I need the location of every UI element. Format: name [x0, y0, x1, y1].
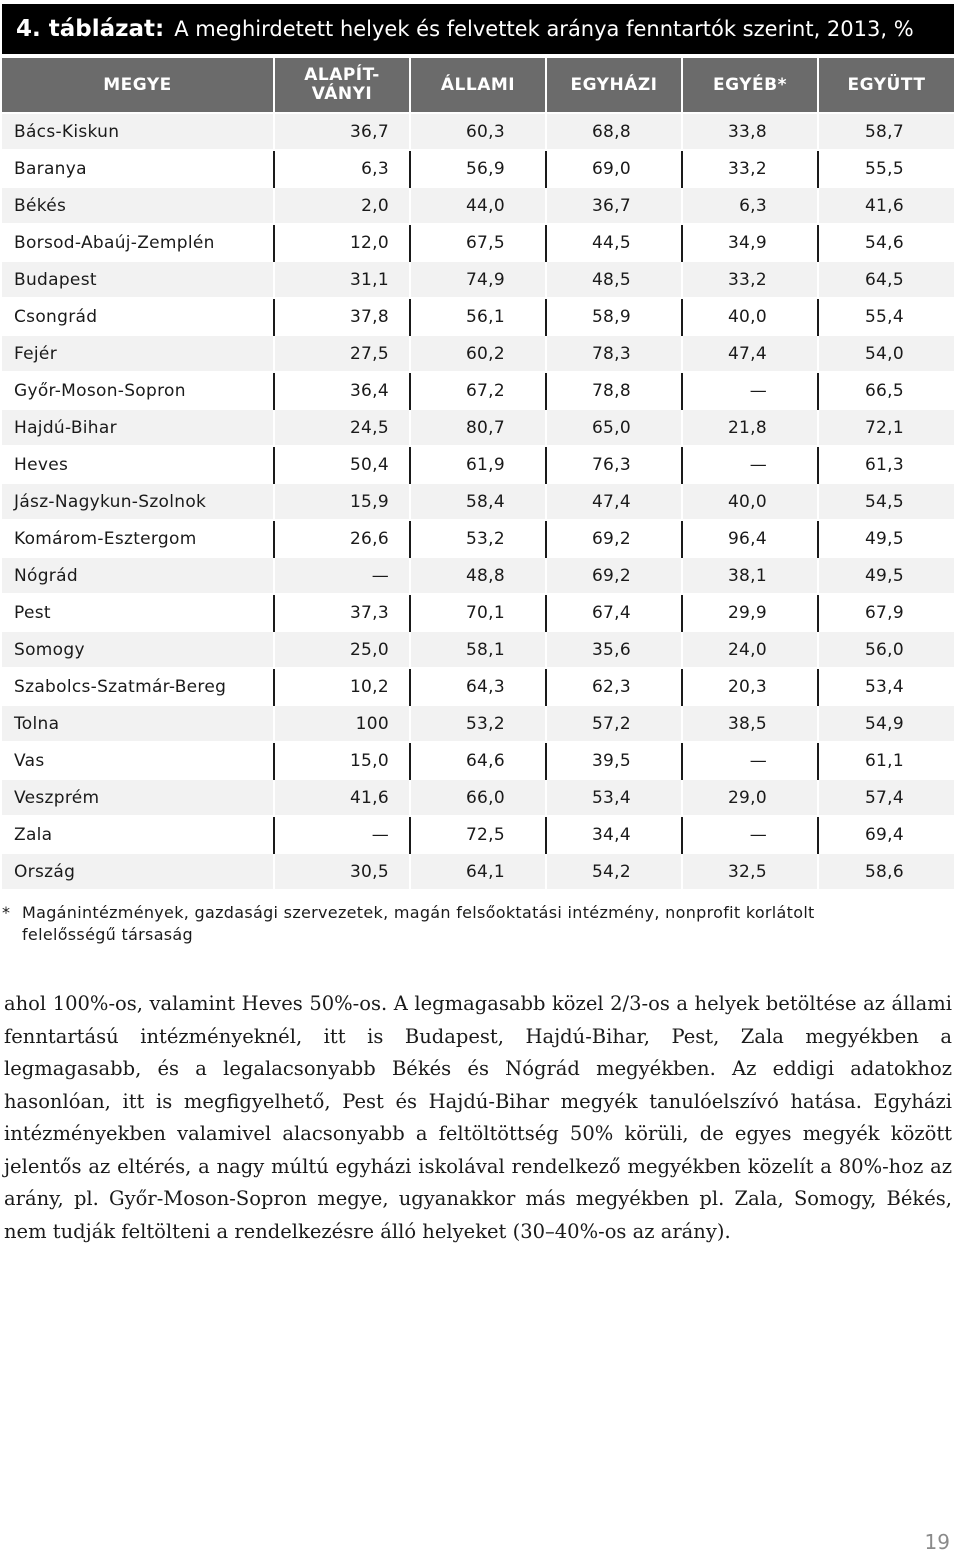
cell-alapitvanyi: 15,0	[274, 742, 410, 779]
cell-allami: 64,3	[410, 668, 546, 705]
cell-egyeb: 29,0	[682, 779, 818, 816]
cell-megye: Csongrád	[2, 298, 274, 335]
cell-alapitvanyi: 37,8	[274, 298, 410, 335]
cell-allami: 70,1	[410, 594, 546, 631]
cell-egyeb: —	[682, 816, 818, 853]
cell-alapitvanyi: 15,9	[274, 483, 410, 520]
cell-alapitvanyi: 36,7	[274, 113, 410, 150]
cell-egyeb: —	[682, 446, 818, 483]
table-row	[2, 261, 954, 298]
cell-egyhazi: 53,4	[546, 779, 682, 816]
cell-egyeb: 33,8	[682, 113, 818, 150]
cell-egyhazi: 67,4	[546, 594, 682, 631]
cell-egyeb: 40,0	[682, 483, 818, 520]
cell-egyhazi: 69,2	[546, 520, 682, 557]
table-row	[2, 520, 954, 557]
table-row	[2, 298, 954, 335]
cell-allami: 67,2	[410, 372, 546, 409]
cell-egyutt: 57,4	[818, 779, 954, 816]
cell-egyutt: 54,0	[818, 335, 954, 372]
cell-allami: 44,0	[410, 187, 546, 224]
cell-egyhazi: 76,3	[546, 446, 682, 483]
cell-egyeb: 32,5	[682, 853, 818, 889]
cell-egyutt: 58,6	[818, 853, 954, 889]
cell-allami: 56,1	[410, 298, 546, 335]
footnote	[2, 902, 902, 946]
cell-megye: Bács-Kiskun	[2, 113, 274, 150]
cell-egyeb: 34,9	[682, 224, 818, 261]
cell-egyutt: 64,5	[818, 261, 954, 298]
cell-megye: Nógrád	[2, 557, 274, 594]
page-number: 19	[924, 1530, 950, 1554]
cell-egyhazi: 78,8	[546, 372, 682, 409]
table-title: A meghirdetett helyek és felvettek aránya fenntartók szerint, 2013, %	[174, 17, 914, 41]
cell-egyhazi: 69,2	[546, 557, 682, 594]
table-row	[2, 335, 954, 372]
cell-alapitvanyi: 6,3	[274, 150, 410, 187]
cell-megye: Pest	[2, 594, 274, 631]
cell-egyutt: 69,4	[818, 816, 954, 853]
table-title-bar	[2, 4, 954, 54]
header-egyeb: EGYÉB*	[682, 58, 818, 113]
cell-allami: 80,7	[410, 409, 546, 446]
cell-megye: Tolna	[2, 705, 274, 742]
cell-alapitvanyi: 50,4	[274, 446, 410, 483]
cell-allami: 64,1	[410, 853, 546, 889]
cell-egyutt: 72,1	[818, 409, 954, 446]
cell-egyeb: 29,9	[682, 594, 818, 631]
cell-egyhazi: 48,5	[546, 261, 682, 298]
cell-egyhazi: 58,9	[546, 298, 682, 335]
cell-megye: Budapest	[2, 261, 274, 298]
cell-allami: 48,8	[410, 557, 546, 594]
cell-egyutt: 49,5	[818, 557, 954, 594]
table-row	[2, 483, 954, 520]
table-row	[2, 372, 954, 409]
cell-allami: 60,2	[410, 335, 546, 372]
cell-alapitvanyi: 10,2	[274, 668, 410, 705]
cell-alapitvanyi: 37,3	[274, 594, 410, 631]
cell-egyutt: 55,4	[818, 298, 954, 335]
cell-megye: Ország	[2, 853, 274, 889]
cell-allami: 58,1	[410, 631, 546, 668]
cell-egyhazi: 78,3	[546, 335, 682, 372]
header-alapitvanyi-line2: VÁNYI	[311, 84, 373, 104]
cell-egyutt: 61,1	[818, 742, 954, 779]
header-alapitvanyi	[274, 58, 410, 113]
cell-egyutt: 54,9	[818, 705, 954, 742]
cell-egyhazi: 68,8	[546, 113, 682, 150]
cell-egyeb: 6,3	[682, 187, 818, 224]
cell-megye: Békés	[2, 187, 274, 224]
cell-megye: Komárom-Esztergom	[2, 520, 274, 557]
cell-allami: 56,9	[410, 150, 546, 187]
cell-megye: Zala	[2, 816, 274, 853]
cell-egyhazi: 69,0	[546, 150, 682, 187]
cell-egyeb: 33,2	[682, 150, 818, 187]
cell-egyutt: 54,6	[818, 224, 954, 261]
cell-megye: Fejér	[2, 335, 274, 372]
table-body	[2, 113, 954, 889]
cell-megye: Hajdú-Bihar	[2, 409, 274, 446]
header-allami: ÁLLAMI	[410, 58, 546, 113]
table-row	[2, 594, 954, 631]
cell-alapitvanyi: 25,0	[274, 631, 410, 668]
cell-alapitvanyi: 12,0	[274, 224, 410, 261]
cell-egyhazi: 44,5	[546, 224, 682, 261]
table-row	[2, 150, 954, 187]
table-row	[2, 705, 954, 742]
cell-alapitvanyi: 26,6	[274, 520, 410, 557]
header-megye: MEGYE	[2, 58, 274, 113]
cell-egyeb: 21,8	[682, 409, 818, 446]
cell-egyhazi: 57,2	[546, 705, 682, 742]
footnote-mark: *	[2, 903, 11, 922]
cell-megye: Baranya	[2, 150, 274, 187]
cell-alapitvanyi: 31,1	[274, 261, 410, 298]
table-row	[2, 742, 954, 779]
cell-megye: Győr-Moson-Sopron	[2, 372, 274, 409]
cell-egyutt: 41,6	[818, 187, 954, 224]
cell-egyeb: 38,1	[682, 557, 818, 594]
cell-egyutt: 55,5	[818, 150, 954, 187]
cell-allami: 61,9	[410, 446, 546, 483]
cell-egyhazi: 62,3	[546, 668, 682, 705]
cell-egyhazi: 39,5	[546, 742, 682, 779]
cell-egyutt: 66,5	[818, 372, 954, 409]
cell-megye: Vas	[2, 742, 274, 779]
cell-allami: 60,3	[410, 113, 546, 150]
cell-alapitvanyi: —	[274, 557, 410, 594]
cell-allami: 72,5	[410, 816, 546, 853]
cell-megye: Somogy	[2, 631, 274, 668]
table-row	[2, 631, 954, 668]
cell-alapitvanyi: 36,4	[274, 372, 410, 409]
cell-egyutt: 61,3	[818, 446, 954, 483]
header-row	[2, 58, 954, 113]
cell-egyhazi: 35,6	[546, 631, 682, 668]
cell-egyhazi: 47,4	[546, 483, 682, 520]
cell-megye: Szabolcs-Szatmár-Bereg	[2, 668, 274, 705]
cell-egyeb: 47,4	[682, 335, 818, 372]
table-row	[2, 224, 954, 261]
cell-allami: 53,2	[410, 520, 546, 557]
table-row	[2, 557, 954, 594]
table-row	[2, 446, 954, 483]
cell-egyeb: 40,0	[682, 298, 818, 335]
cell-megye: Jász-Nagykun-Szolnok	[2, 483, 274, 520]
cell-allami: 64,6	[410, 742, 546, 779]
cell-egyhazi: 36,7	[546, 187, 682, 224]
cell-megye: Heves	[2, 446, 274, 483]
cell-egyeb: 20,3	[682, 668, 818, 705]
cell-alapitvanyi: 27,5	[274, 335, 410, 372]
cell-allami: 66,0	[410, 779, 546, 816]
header-alapitvanyi-line1: ALAPÍT-	[304, 65, 380, 85]
cell-alapitvanyi: 100	[274, 705, 410, 742]
cell-egyeb: 38,5	[682, 705, 818, 742]
table-row	[2, 816, 954, 853]
cell-allami: 58,4	[410, 483, 546, 520]
table-row	[2, 409, 954, 446]
cell-egyutt: 56,0	[818, 631, 954, 668]
cell-egyhazi: 54,2	[546, 853, 682, 889]
header-egyhazi: EGYHÁZI	[546, 58, 682, 113]
cell-egyeb: 96,4	[682, 520, 818, 557]
cell-egyutt: 67,9	[818, 594, 954, 631]
cell-allami: 53,2	[410, 705, 546, 742]
table-row	[2, 187, 954, 224]
cell-egyeb: —	[682, 372, 818, 409]
cell-alapitvanyi: 30,5	[274, 853, 410, 889]
header-egyutt: EGYÜTT	[818, 58, 954, 113]
cell-allami: 74,9	[410, 261, 546, 298]
cell-alapitvanyi: 2,0	[274, 187, 410, 224]
table-row	[2, 779, 954, 816]
cell-egyutt: 58,7	[818, 113, 954, 150]
table-row	[2, 668, 954, 705]
data-table	[2, 58, 954, 889]
table-row	[2, 113, 954, 150]
cell-egyutt: 53,4	[818, 668, 954, 705]
body-paragraph: ahol 100%-os, valamint Heves 50%-os. A legmagasabb közel 2/3-os a helyek betöltése az állami fenntartású intézményeknél, itt is Budapest, Hajdú-Bihar, Pest, Zala megyékben a legmagasabb, és a legalacsonyabb Békés és Nógrád megyékben. Az eddigi adatokhoz hasonlóan, itt is megfigyelhető, Pest és Hajdú-Bihar megyék tanulóelszívó hatása. Egyházi intézményekben valamivel alacsonyabb a feltöltöttség 50% körüli, de egyes megyék között jelentős az eltérés, a nagy múltú egyházi iskolával rendelkező megyékben közelít a 80%-hoz az arány, pl. Győr-Moson-Sopron megye, ugyanakkor más megyékben pl. Zala, Somogy, Békés, nem tudják feltölteni a rendelkezésre álló helyeket (30–40%-os az arány).	[4, 992, 952, 1243]
cell-alapitvanyi: 24,5	[274, 409, 410, 446]
cell-egyhazi: 34,4	[546, 816, 682, 853]
cell-alapitvanyi: —	[274, 816, 410, 853]
cell-alapitvanyi: 41,6	[274, 779, 410, 816]
table-number-label: 4. táblázat:	[16, 16, 165, 42]
cell-megye: Veszprém	[2, 779, 274, 816]
table-row	[2, 853, 954, 889]
footnote-text: Magánintézmények, gazdasági szervezetek, magán felsőoktatási intézmény, nonprofit korlátolt felelősségű társaság	[22, 903, 815, 944]
cell-egyutt: 49,5	[818, 520, 954, 557]
cell-egyutt: 54,5	[818, 483, 954, 520]
cell-megye: Borsod-Abaúj-Zemplén	[2, 224, 274, 261]
cell-egyeb: —	[682, 742, 818, 779]
cell-egyeb: 33,2	[682, 261, 818, 298]
cell-egyhazi: 65,0	[546, 409, 682, 446]
cell-egyeb: 24,0	[682, 631, 818, 668]
cell-allami: 67,5	[410, 224, 546, 261]
